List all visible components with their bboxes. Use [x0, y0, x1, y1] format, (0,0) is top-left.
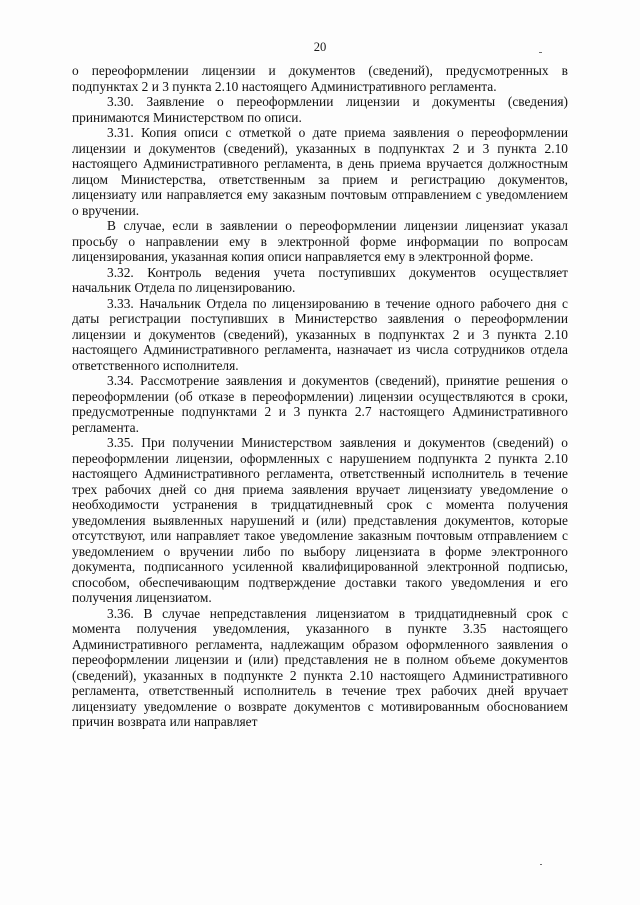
- paragraph-3-31-electronic: В случае, если в заявлении о переоформлении лицензии лицензиат указал просьбу о направлении ему в электронной форме информации по вопросам лицензирования, указанная копия описи направляется ему в электронной форме.: [72, 218, 568, 264]
- paragraph-continuation: о переоформлении лицензии и документов (сведений), предусмотренных в подпунктах 2 и 3 пункта 2.10 настоящего Административного регламента.: [72, 63, 568, 94]
- page-number: 20: [313, 40, 327, 54]
- paragraph-3-34: 3.34. Рассмотрение заявления и документов (сведений), принятие решения о переоформлении (об отказе в переоформлении) лицензии осуществляются в сроки, предусмотренные подпунктами 2 и 3 пункта 2.7 настоящего Административного регламента.: [72, 373, 568, 435]
- paragraph-3-36: 3.36. В случае непредставления лицензиатом в тридцатидневный срок с момента получения уведомления, указанного в пункте 3.35 настоящего Административного регламента, надлежащим образом оформленного заявления о переоформлении лицензии и (или) представления не в полном объеме документов (сведений), указанных в подпункте 2 пункта 2.10 настоящего Административного регламента, ответственный исполнитель в течение трех рабочих дней вручает лицензиату уведомление о возврате документов с мотивированным обоснованием причин возврата или направляет: [72, 605, 568, 729]
- scan-speck: [539, 52, 542, 53]
- paragraph-3-31: 3.31. Копия описи с отметкой о дате приема заявления о переоформлении лицензии и документов (сведений), указанных в подпунктах 2 и 3 пункта 2.10 настоящего Административного регламента, в день приема вручается должностным лицом Министерства, ответственным за прием и регистрацию документов, лицензиату или направляется ему заказным почтовым отправлением с уведомлением о вручении.: [72, 125, 568, 218]
- scan-speck: [540, 864, 542, 865]
- paragraph-3-32: 3.32. Контроль ведения учета поступивших документов осуществляет начальник Отдела по лицензированию.: [72, 264, 568, 295]
- document-body: [72, 63, 568, 730]
- paragraph-3-35: 3.35. При получении Министерством заявления и документов (сведений) о переоформлении лицензии, оформленных с нарушением подпункта 2 пункта 2.10 настоящего Административного регламента, ответственный исполнитель в течение трех рабочих дней со дня приема заявления вручает лицензиату уведомление о необходимости устранения в тридцатидневный срок с момента получения уведомления выявленных нарушений и (или) представления документов, которые отсутствуют, или направляет такое уведомление заказным почтовым отправлением с уведомлением о вручении либо по выбору лицензиата в форме электронного документа, подписанного усиленной квалифицированной электронной подписью, способом, обеспечивающим подтверждение доставки такого уведомления и его получения лицензиатом.: [72, 435, 568, 605]
- paragraph-3-33: 3.33. Начальник Отдела по лицензированию в течение одного рабочего дня с даты регистрации поступивших в Министерство заявления о переоформлении лицензии и документов (сведений), указанных в подпунктах 2 и 3 пункта 2.10 настоящего Административного регламента, назначает из числа сотрудников отдела ответственного исполнителя.: [72, 295, 568, 373]
- paragraph-3-30: 3.30. Заявление о переоформлении лицензии и документы (сведения) принимаются Министерством по описи.: [72, 94, 568, 125]
